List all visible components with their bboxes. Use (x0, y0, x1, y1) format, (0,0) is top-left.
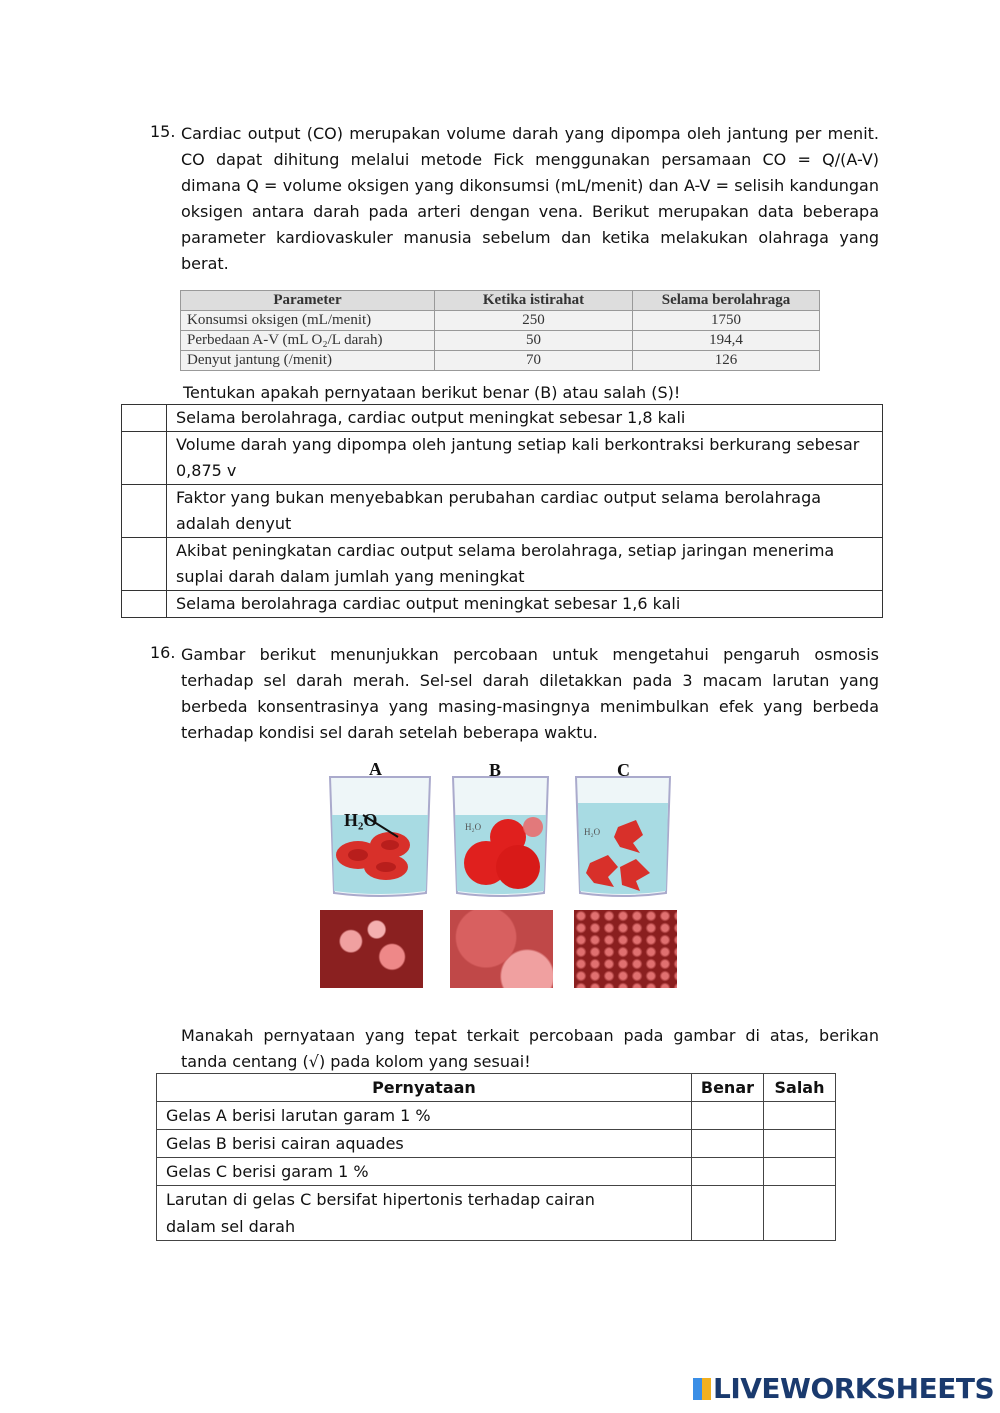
cell: 194,4 (633, 331, 820, 351)
cell: 70 (435, 351, 633, 371)
cardiovascular-parameter-table (180, 290, 820, 371)
cell: 250 (435, 311, 633, 331)
salah-checkbox[interactable] (764, 1186, 836, 1241)
table-row (122, 591, 883, 618)
answer-input[interactable] (122, 538, 167, 591)
benar-checkbox[interactable] (691, 1130, 763, 1158)
table-row (157, 1130, 836, 1158)
micrograph-a (320, 910, 423, 988)
svg-text:H₂O: H₂O (584, 827, 601, 837)
table-row (122, 432, 883, 485)
svg-text:H₂O: H₂O (465, 822, 482, 832)
statement: Selama berolahraga cardiac output meningkat sebesar 1,6 kali (167, 591, 883, 618)
header-cell: Pernyataan (157, 1074, 692, 1102)
micrograph-b (450, 910, 553, 988)
salah-checkbox[interactable] (764, 1102, 836, 1130)
statement: Selama berolahraga, cardiac output meningkat sebesar 1,8 kali (167, 405, 883, 432)
header-cell: Parameter (181, 291, 435, 311)
beaker-label-b: B (489, 760, 502, 780)
true-false-table (121, 404, 883, 618)
statement: Volume darah yang dipompa oleh jantung setiap kali berkontraksi berkurang sebesar 0,875 v (167, 432, 883, 485)
cell: 50 (435, 331, 633, 351)
table-row (181, 311, 820, 331)
table-row (157, 1158, 836, 1186)
statement: Gelas A berisi larutan garam 1 % (157, 1102, 692, 1130)
beaker-c (576, 777, 670, 896)
cell: 126 (633, 351, 820, 371)
beaker-a (330, 777, 430, 896)
statement: Faktor yang bukan menyebabkan perubahan cardiac output selama berolahraga adalah denyut (167, 485, 883, 538)
question-15-number: 15. (150, 122, 176, 141)
answer-input[interactable] (122, 591, 167, 618)
statement: Larutan di gelas C bersifat hipertonis terhadap cairan dalam sel darah (157, 1186, 692, 1241)
beaker-label-a: A (369, 759, 382, 779)
h2o-label: H₂O (344, 810, 378, 830)
salah-checkbox[interactable] (764, 1158, 836, 1186)
benar-checkbox[interactable] (691, 1102, 763, 1130)
question-16-prompt: Manakah pernyataan yang tepat terkait percobaan pada gambar di atas, berikan tanda centang (√) pada kolom yang sesuai! (181, 1026, 879, 1071)
beaker-b (453, 777, 548, 896)
header-cell: Salah (764, 1074, 836, 1102)
header-cell: Selama berolahraga (633, 291, 820, 311)
statement: Akibat peningkatan cardiac output selama berolahraga, setiap jaringan menerima suplai darah dalam jumlah yang meningkat (167, 538, 883, 591)
question-16-text: Gambar berikut menunjukkan percobaan untuk mengetahui pengaruh osmosis terhadap sel darah merah. Sel-sel darah diletakkan pada 3 macam larutan yang berbeda konsentrasinya yang masing-masingnya menimbulkan efek yang berbeda terhadap kondisi sel darah setelah beberapa waktu. (181, 645, 879, 742)
table-row (181, 331, 820, 351)
cell: 1750 (633, 311, 820, 331)
question-15-text: Cardiac output (CO) merupakan volume darah yang dipompa oleh jantung per menit. CO dapat dihitung melalui metode Fick menggunakan persamaan CO = Q/(A-V) dimana Q = volume oksigen yang dikonsumsi (mL/menit) dan A-V = selisih kandungan oksigen antara darah pada arteri dengan vena. Berikut merupakan data beberapa parameter kardiovaskuler manusia sebelum dan ketika melakukan olahraga yang berat. (181, 124, 879, 273)
checklist-table (156, 1073, 836, 1241)
liveworksheets-logo (693, 1372, 994, 1405)
table-row (157, 1186, 836, 1241)
table-row (181, 351, 820, 371)
answer-input[interactable] (122, 405, 167, 432)
micrograph-c (574, 910, 677, 988)
benar-checkbox[interactable] (691, 1158, 763, 1186)
logo-icon (693, 1378, 711, 1400)
beaker-label-c: C (617, 760, 630, 780)
statement: Gelas C berisi garam 1 % (157, 1158, 692, 1186)
table-row (122, 485, 883, 538)
benar-checkbox[interactable] (691, 1186, 763, 1241)
header-cell: Ketika istirahat (435, 291, 633, 311)
logo-text: LIVEWORKSHEETS (713, 1372, 995, 1405)
table-row (157, 1102, 836, 1130)
salah-checkbox[interactable] (764, 1130, 836, 1158)
table-row (122, 405, 883, 432)
cell: Denyut jantung (/menit) (181, 351, 435, 371)
instruction-text: Tentukan apakah pernyataan berikut benar (B) atau salah (S)! (183, 383, 681, 402)
header-cell: Benar (691, 1074, 763, 1102)
cell: Perbedaan A-V (mL O₂/L darah) (181, 331, 435, 351)
cell: Konsumsi oksigen (mL/menit) (181, 311, 435, 331)
question-16-number: 16. (150, 643, 176, 662)
answer-input[interactable] (122, 485, 167, 538)
table-row (122, 538, 883, 591)
statement: Gelas B berisi cairan aquades (157, 1130, 692, 1158)
answer-input[interactable] (122, 432, 167, 485)
